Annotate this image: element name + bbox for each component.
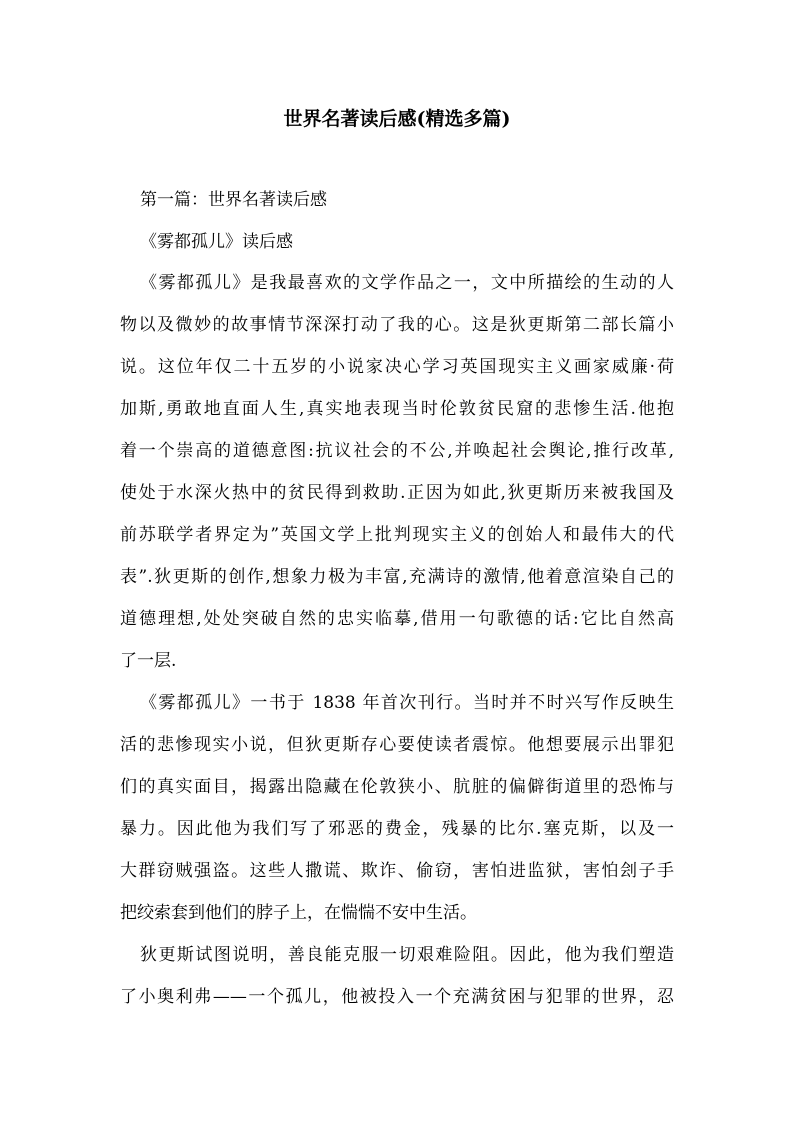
section-heading: 第一篇：世界名著读后感 [140,190,327,210]
body-line: 大群窃贼强盗。这些人撒谎、欺诈、偷窃，害怕进监狱，害怕刽子手 [120,861,674,881]
body-line: 加斯,勇敢地直面人生,真实地表现当时伦敦贫民窟的悲惨生活.他抱 [120,399,674,419]
body-line: 说。这位年仅二十五岁的小说家决心学习英国现实主义画家威廉·荷 [120,357,674,377]
body-line: 《雾都孤儿》是我最喜欢的文学作品之一，文中所描绘的生动的人 [140,273,674,293]
body-line: 了小奥利弗——一个孤儿，他被投入一个充满贫困与犯罪的世界，忍 [120,987,674,1007]
body-line: 们的真实面目，揭露出隐藏在伦敦狭小、肮脏的偏僻街道里的恐怖与 [120,777,674,797]
body-line: 表”.狄更斯的创作,想象力极为丰富,充满诗的激情,他着意渲染自己的 [120,567,674,587]
body-line: 暴力。因此他为我们写了邪恶的费金，残暴的比尔.塞克斯，以及一 [120,819,674,839]
document-title: 世界名著读后感(精选多篇) [283,108,511,130]
book-title-heading: 《雾都孤儿》读后感 [140,232,293,252]
body-line: 把绞索套到他们的脖子上，在惴惴不安中生活。 [120,903,477,923]
body-line: 狄更斯试图说明，善良能克服一切艰难险阻。因此，他为我们塑造 [140,945,674,965]
body-line: 使处于水深火热中的贫民得到救助.正因为如此,狄更斯历来被我国及 [120,483,674,503]
body-line: 前苏联学者界定为”英国文学上批判现实主义的创始人和最伟大的代 [120,525,674,545]
body-line: 着一个崇高的道德意图:抗议社会的不公,并唤起社会舆论,推行改革, [120,441,674,461]
body-line: 活的悲惨现实小说，但狄更斯存心要使读者震惊。他想要展示出罪犯 [120,735,674,755]
body-line: 物以及微妙的故事情节深深打动了我的心。这是狄更斯第二部长篇小 [120,315,674,335]
body-line: 《雾都孤儿》一书于 1838 年首次刊行。当时并不时兴写作反映生 [140,693,674,713]
body-line: 道德理想,处处突破自然的忠实临摹,借用一句歌德的话:它比自然高 [120,609,674,629]
body-line: 了一层. [120,651,177,671]
